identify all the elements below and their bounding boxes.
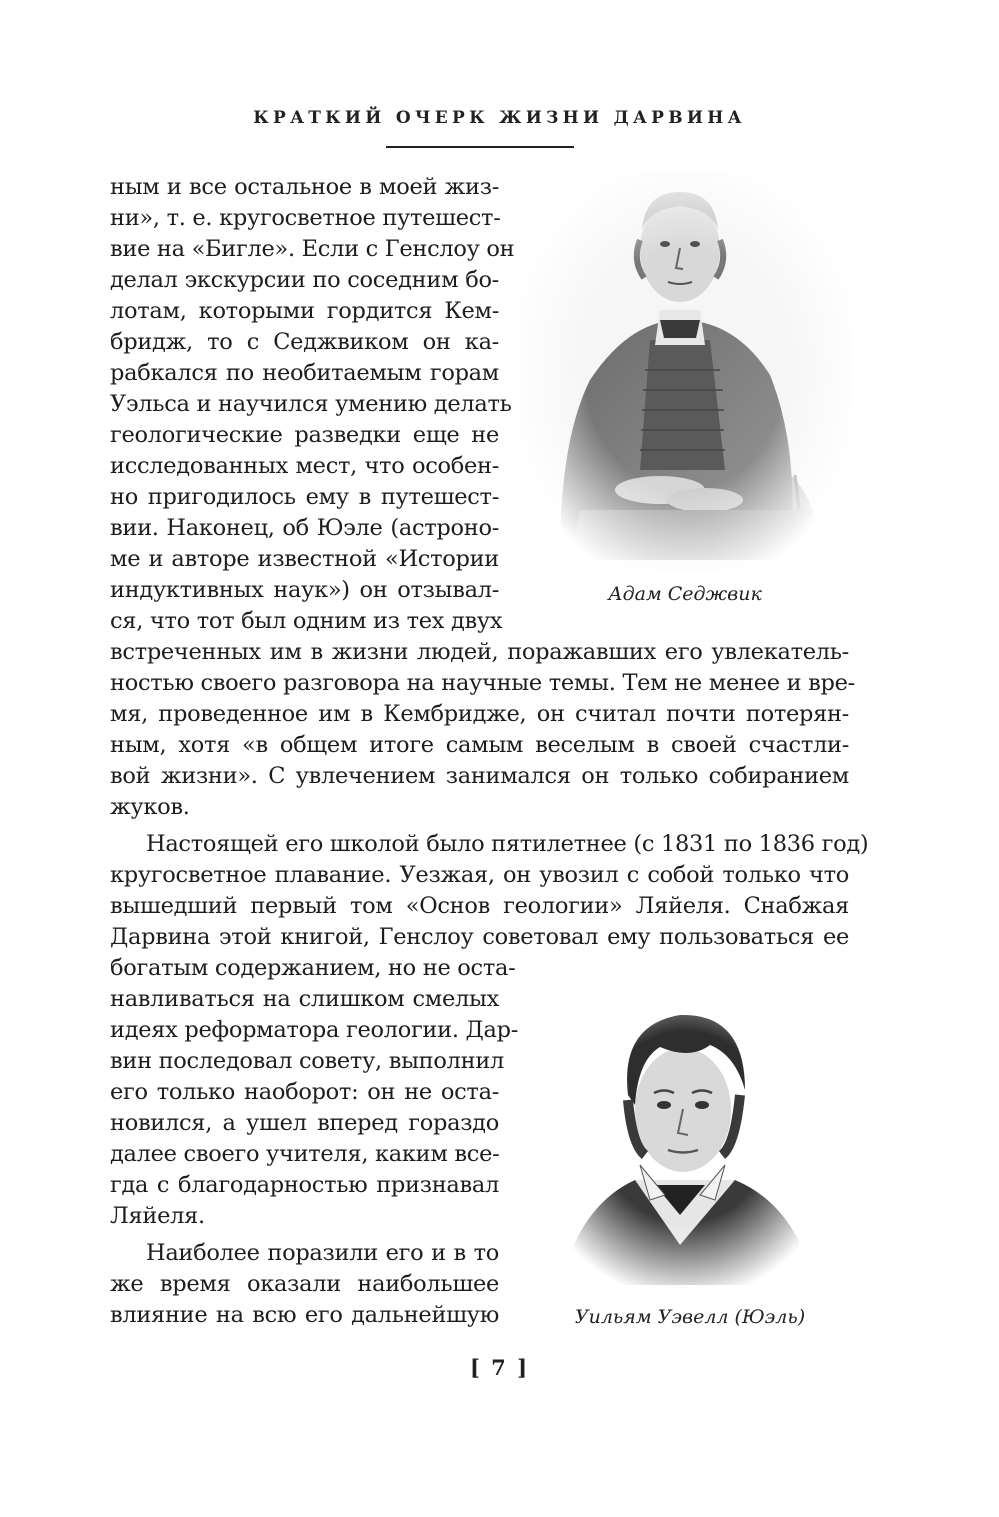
text-line: влияние на всю его дальнейшую — [110, 1302, 499, 1328]
text-line: жуков. — [110, 794, 190, 820]
text-line: ным и все остальное в моей жиз- — [110, 174, 499, 200]
text-line: мя, проведенное им в Кембридже, он считал почти потерян- — [110, 701, 849, 727]
text-line: ни», т. е. кругосветное путешест- — [110, 205, 501, 231]
text-line: встреченных им в жизни людей, поражавших его увлекатель- — [110, 639, 849, 665]
text-line: вин последовал совету, выполнил — [110, 1048, 505, 1074]
text-line: гда с благодарностью признавал — [110, 1172, 499, 1198]
running-head: КРАТКИЙ ОЧЕРК ЖИЗНИ ДАРВИНА — [253, 108, 746, 128]
figure-caption: Адам Седжвик — [608, 583, 762, 605]
text-line: лотам, которыми гордится Кем- — [110, 298, 499, 324]
running-head-rule — [386, 146, 574, 148]
text-line: его только наоборот: он не оста- — [110, 1079, 499, 1105]
text-line: ме и авторе известной «Истории — [110, 546, 499, 572]
text-line: ностью своего разговора на научные темы. Тем не менее и вре- — [110, 670, 855, 696]
text-line: исследованных мест, что особен- — [110, 453, 499, 479]
page-number: [ 7 ] — [469, 1355, 530, 1380]
text-line: геологические разведки еще не — [110, 422, 499, 448]
text-line: рабкался по необитаемым горам — [110, 360, 499, 386]
text-line: делал экскурсии по соседним бо- — [110, 267, 499, 293]
text-line: Дарвина этой книгой, Генслоу советовал ему пользоваться ее — [110, 924, 849, 950]
text-line: далее своего учителя, каким все- — [110, 1141, 500, 1167]
text-line: кругосветное плавание. Уезжая, он увозил с собой только что — [110, 862, 849, 888]
text-line: индуктивных наук») он отзывал- — [110, 577, 499, 603]
text-line: Наиболее поразили его и в то — [146, 1240, 499, 1266]
text-line: ным, хотя «в общем итоге самым веселым в своей счастли- — [110, 732, 849, 758]
text-line: вышедший первый том «Основ геологии» Ляйеля. Снабжая — [110, 893, 849, 919]
text-line: вии. Наконец, об Юэле (астроно- — [110, 515, 499, 541]
text-line: вие на «Бигле». Если с Генслоу он — [110, 236, 515, 262]
whewell-portrait-image — [540, 985, 830, 1300]
text-line: Уэльса и научился умению делать — [110, 391, 512, 417]
text-line: ся, что тот был одним из тех двух — [110, 608, 503, 634]
text-line: же время оказали наибольшее — [110, 1271, 499, 1297]
text-line: Ляйеля. — [110, 1203, 205, 1229]
text-line: богатым содержанием, но не оста- — [110, 955, 516, 981]
text-line: навливаться на слишком смелых — [110, 986, 499, 1012]
figure-caption: Уильям Уэвелл (Юэль) — [574, 1306, 806, 1328]
sedgwick-portrait-image — [520, 170, 850, 570]
text-line: новился, а ушел вперед гораздо — [110, 1110, 499, 1136]
text-line: вой жизни». С увлечением занимался он только собиранием — [110, 763, 849, 789]
text-line: идеях реформатора геологии. Дар- — [110, 1017, 519, 1043]
text-line: бридж, то с Седжвиком он ка- — [110, 329, 499, 355]
text-line: Настоящей его школой было пятилетнее (с 1831 по 1836 год) — [146, 831, 869, 857]
text-line: но пригодилось ему в путешест- — [110, 484, 499, 510]
